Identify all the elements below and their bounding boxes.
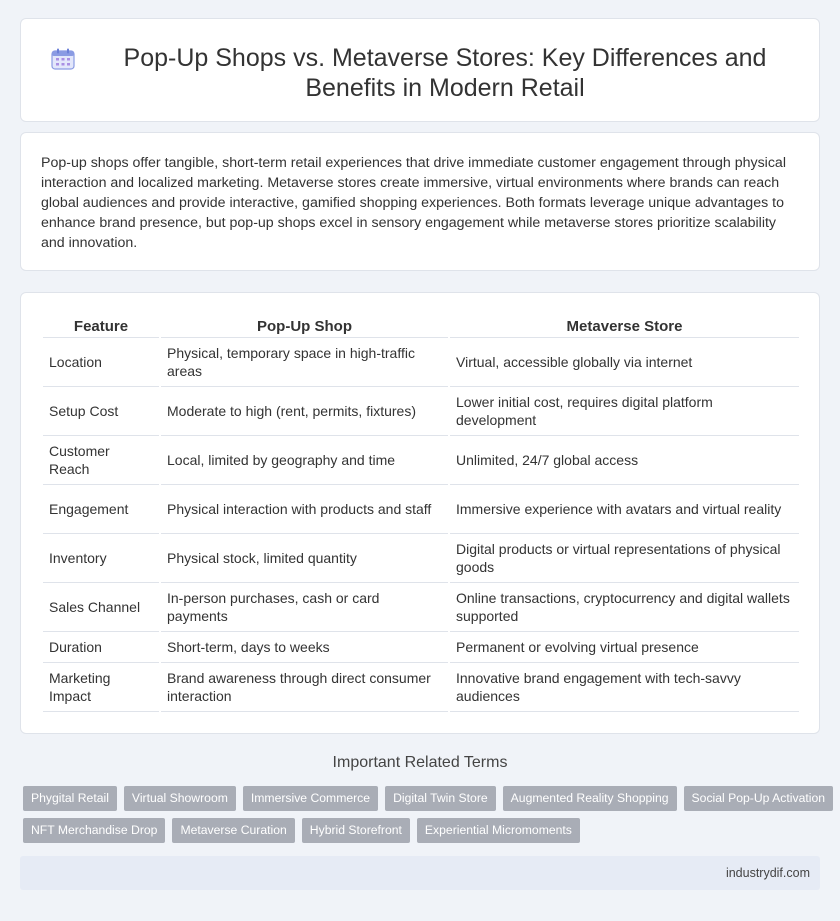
metaverse-cell: Permanent or evolving virtual presence bbox=[449, 631, 799, 662]
related-terms-title: Important Related Terms bbox=[332, 754, 508, 771]
table-header-row bbox=[43, 315, 799, 337]
pop-up-cell: Physical stock, limited quantity bbox=[160, 533, 449, 582]
metaverse-cell: Unlimited, 24/7 global access bbox=[449, 435, 799, 484]
pop-up-cell: Short-term, days to weeks bbox=[160, 631, 449, 662]
tag-metaverse-curation[interactable]: Metaverse Curation bbox=[172, 818, 294, 843]
table-row bbox=[43, 533, 799, 582]
feature-cell: Location bbox=[43, 337, 160, 386]
feature-cell: Setup Cost bbox=[43, 386, 160, 435]
metaverse-cell: Innovative brand engagement with tech-savvy audiences bbox=[449, 662, 799, 711]
table-row bbox=[43, 337, 799, 386]
table-row bbox=[43, 662, 799, 711]
tag-digital-twin-store[interactable]: Digital Twin Store bbox=[385, 786, 496, 811]
header-pop-up-shop: Pop-Up Shop bbox=[160, 315, 449, 337]
feature-cell: Sales Channel bbox=[43, 582, 160, 631]
table-row bbox=[43, 631, 799, 662]
page-title: Pop-Up Shops vs. Metaverse Stores: Key Differences and Benefits in Modern Retail bbox=[123, 44, 767, 102]
table-row bbox=[43, 582, 799, 631]
feature-cell: Inventory bbox=[43, 533, 160, 582]
metaverse-cell: Online transactions, cryptocurrency and digital wallets supported bbox=[449, 582, 799, 631]
metaverse-cell: Lower initial cost, requires digital platform development bbox=[449, 386, 799, 435]
tag-immersive-commerce[interactable]: Immersive Commerce bbox=[243, 786, 378, 811]
tag-hybrid-storefront[interactable]: Hybrid Storefront bbox=[302, 818, 410, 843]
metaverse-cell: Immersive experience with avatars and virtual reality bbox=[449, 484, 799, 533]
tag-experiential-micromoments[interactable]: Experiential Micromoments bbox=[417, 818, 580, 843]
feature-cell: Engagement bbox=[43, 484, 160, 533]
footer-site-link[interactable]: industrydif.com bbox=[725, 866, 810, 880]
tag-row bbox=[23, 786, 826, 818]
pop-up-cell: Brand awareness through direct consumer interaction bbox=[160, 662, 449, 711]
pop-up-cell: Physical, temporary space in high-traffic areas bbox=[160, 337, 449, 386]
comparison-table bbox=[43, 315, 799, 712]
table-row bbox=[43, 435, 799, 484]
tag-nft-merchandise-drop[interactable]: NFT Merchandise Drop bbox=[23, 818, 165, 843]
pop-up-cell: Physical interaction with products and staff bbox=[160, 484, 449, 533]
tag-augmented-reality-shopping[interactable]: Augmented Reality Shopping bbox=[503, 786, 677, 811]
comparison-table-card bbox=[20, 292, 820, 734]
tag-phygital-retail[interactable]: Phygital Retail bbox=[23, 786, 117, 811]
table-row bbox=[43, 484, 799, 533]
table-row bbox=[43, 386, 799, 435]
related-terms-tags bbox=[23, 786, 826, 850]
feature-cell: Duration bbox=[43, 631, 160, 662]
intro-paragraph: Pop-up shops offer tangible, short-term retail experiences that drive immediate customer engagement through physical interaction and localized marketing. Metaverse stores create immersive, virtual environments where brands can reach global audiences and provide interactive, gamified shopping experiences. Both formats leverage unique advantages to enhance brand presence, but pop-up shops excel in sensory engagement while metaverse stores prioritize scalability and innovation. bbox=[41, 155, 786, 251]
metaverse-cell: Virtual, accessible globally via internet bbox=[449, 337, 799, 386]
feature-cell: Marketing Impact bbox=[43, 662, 160, 711]
pop-up-cell: Local, limited by geography and time bbox=[160, 435, 449, 484]
tag-virtual-showroom[interactable]: Virtual Showroom bbox=[124, 786, 236, 811]
pop-up-cell: Moderate to high (rent, permits, fixtures) bbox=[160, 386, 449, 435]
metaverse-cell: Digital products or virtual representations of physical goods bbox=[449, 533, 799, 582]
header-card bbox=[20, 18, 820, 122]
footer-bar bbox=[20, 856, 820, 890]
tag-row bbox=[23, 818, 823, 850]
header-metaverse-store: Metaverse Store bbox=[449, 315, 799, 337]
header-feature: Feature bbox=[43, 315, 160, 337]
intro-card bbox=[20, 132, 820, 271]
tag-social-pop-up-activation[interactable]: Social Pop-Up Activation bbox=[684, 786, 833, 811]
pop-up-cell: In-person purchases, cash or card payments bbox=[160, 582, 449, 631]
feature-cell: Customer Reach bbox=[43, 435, 160, 484]
